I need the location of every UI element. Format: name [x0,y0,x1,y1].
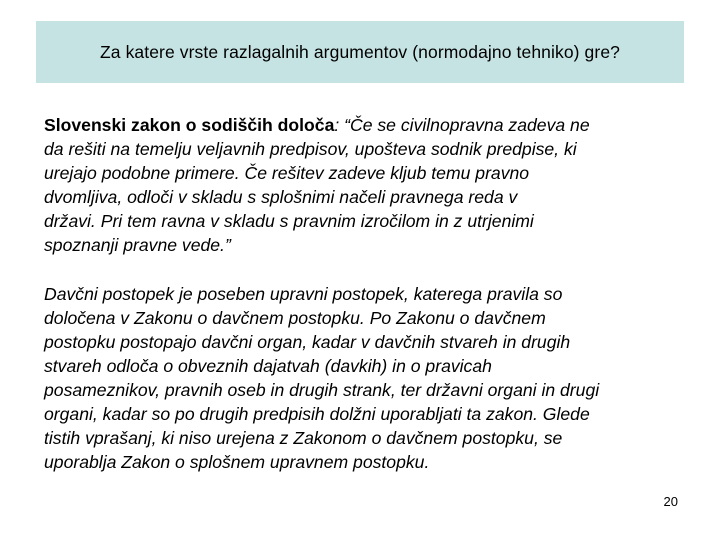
paragraph-line: določena v Zakonu o davčnem postopku. Po Zakonu o davčnem [44,308,546,328]
paragraph-line: organi, kadar so po drugih predpisih dolžni uporabljati ta zakon. Glede [44,404,590,424]
paragraph-line: spoznanji pravne vede.” [44,235,231,255]
title-banner [36,21,684,83]
paragraph-line: posameznikov, pravnih oseb in drugih strank, ter državni organi in drugi [44,380,600,400]
paragraph-line: Davčni postopek je poseben upravni postopek, katerega pravila so [44,284,563,304]
slide-title: Za katere vrste razlagalnih argumentov (normodajno tehniko) gre? [99,41,620,62]
page-number: 20 [663,494,678,509]
first-line-rest: : “Če se civilnopravna zadeva ne [334,115,590,135]
paragraph-line [44,113,694,137]
paragraph-line: dvomljiva, odloči v skladu s splošnimi načeli pravnega reda v [44,187,518,207]
paragraph-line: stvareh odloča o obveznih dajatvah (davkih) in o pravicah [44,356,492,376]
paragraph-line: uporablja Zakon o splošnem upravnem postopku. [44,452,430,472]
paragraph-line: urejajo podobne primere. Če rešitev zadeve kljub temu pravno [44,163,530,183]
paragraph-tax-procedure [44,282,694,474]
paragraph-line: da rešiti na temelju veljavnih predpisov, upošteva sodnik predpise, ki [44,139,577,159]
paragraph-court-law [44,113,694,257]
paragraph-line: državi. Pri tem ravna v skladu s pravnim izročilom in z utrjenimi [44,211,534,231]
bold-lead-text: Slovenski zakon o sodiščih določa [44,115,335,135]
paragraph-line: postopku postopajo davčni organ, kadar v davčnih stvareh in drugih [44,332,571,352]
paragraph-line: tistih vprašanj, ki niso urejena z Zakonom o davčnem postopku, se [44,428,563,448]
